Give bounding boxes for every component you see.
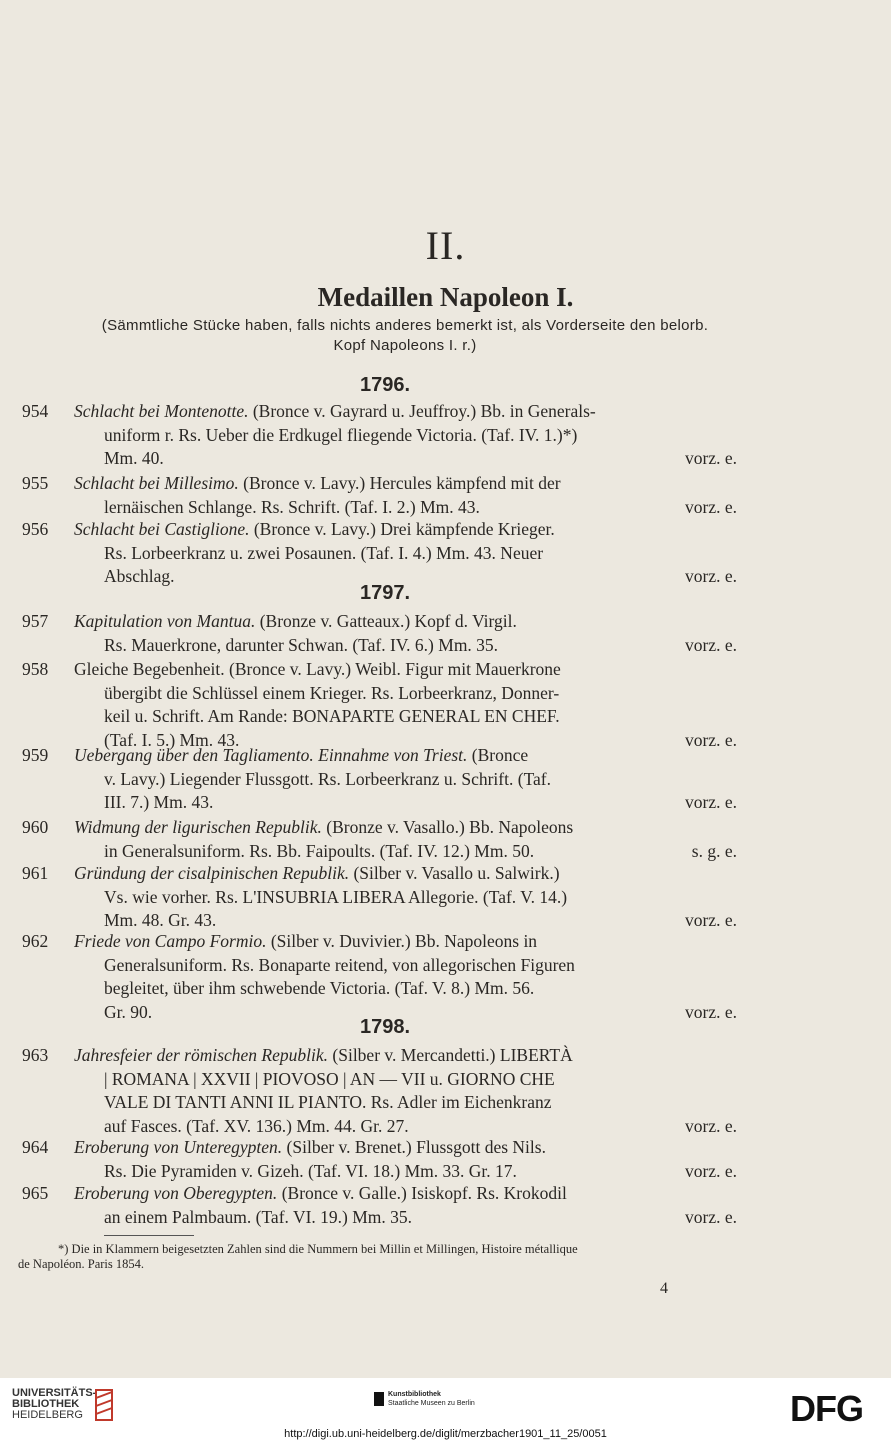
permalink-url[interactable]: http://digi.ub.uni-heidelberg.de/diglit/merzbacher1901_11_25/0051 (284, 1428, 607, 1440)
viewer-footer (0, 1378, 891, 1443)
condition-note: vorz. e. (685, 910, 737, 930)
logo-text: Kunstbibliothek (388, 1391, 441, 1398)
entry-title: Uebergang über den Tagliamento. Einnahme von Triest. (74, 745, 468, 765)
logo-text: Staatliche Museen zu Berlin (388, 1400, 475, 1407)
entry-text: III. 7.) Mm. 43. (104, 792, 214, 812)
catalog-entry (22, 472, 737, 519)
entry-text: Gleiche Begebenheit. (Bronce v. Lavy.) Weibl. Figur mit Mauerkrone (74, 659, 561, 679)
entry-text: Generalsuniform. Rs. Bonaparte reitend, von allegorischen Figuren (104, 954, 575, 975)
entry-text: (Silber v. Duvivier.) Bb. Napoleons in (270, 931, 538, 951)
condition-note: vorz. e. (685, 566, 737, 586)
entry-number: 965 (22, 1183, 49, 1203)
catalog-entry (22, 1044, 737, 1138)
entry-title: Jahresfeier der römischen Republik. (74, 1045, 329, 1065)
entry-text: (Bronce v. Galle.) Isiskopf. Rs. Krokodil (281, 1183, 567, 1203)
entry-title: Widmung der ligurischen Republik. (74, 817, 322, 837)
entry-text: Rs. Mauerkrone, darunter Schwan. (Taf. IV. 6.) Mm. 35. (104, 634, 499, 655)
entry-title: Friede von Campo Formio. (74, 931, 267, 951)
entry-text: Gr. 90. (104, 1001, 153, 1022)
entry-number: 957 (22, 611, 49, 631)
condition-note: vorz. e. (685, 1115, 737, 1136)
entry-title: Schlacht bei Castiglione. (74, 519, 250, 539)
logo-text: HEIDELBERG (12, 1409, 83, 1421)
condition-note: vorz. e. (685, 792, 737, 812)
year-heading: 1796. (359, 374, 411, 396)
condition-note: vorz. e. (685, 1160, 737, 1181)
footnote (18, 1242, 738, 1272)
catalog-entry (22, 610, 737, 657)
entry-text: (Bronce v. Lavy.) Hercules kämpfend mit der (243, 473, 561, 493)
condition-note: vorz. e. (685, 448, 737, 468)
entry-text: (Silber v. Vasallo u. Salwirk.) (353, 863, 560, 883)
entry-number: 956 (22, 519, 49, 539)
entry-text: (Bronce v. Lavy.) Drei kämpfende Krieger. (253, 519, 555, 539)
entry-number: 959 (22, 745, 49, 765)
catalog-entry (22, 1136, 737, 1183)
entry-text: v. Lavy.) Liegender Flussgott. Rs. Lorbeerkranz u. Schrift. (Taf. (104, 768, 552, 789)
page-number: 4 (660, 1280, 668, 1297)
dfg-logo[interactable]: DFG (790, 1388, 863, 1429)
entry-text: in Generalsuniform. Rs. Bb. Faipoults. (Taf. IV. 12.) Mm. 50. (104, 840, 535, 861)
entry-text: (Bronze v. Vasallo.) Bb. Napoleons (326, 817, 574, 837)
condition-note: vorz. e. (685, 496, 737, 517)
catalog-entry (22, 816, 737, 863)
section-title: Medaillen Napoleon I. (317, 282, 574, 312)
entry-text: (Taf. I. 5.) Mm. 43. (104, 729, 240, 750)
section-intro-note (40, 316, 770, 356)
entry-text: (Silber v. Brenet.) Flussgott des Nils. (286, 1137, 546, 1157)
entry-text: Vs. wie vorher. Rs. L'INSUBRIA LIBERA Allegorie. (Taf. V. 14.) (104, 886, 568, 907)
entry-text: Rs. Lorbeerkranz u. zwei Posaunen. (Taf. I. 4.) Mm. 43. Neuer (104, 542, 544, 563)
condition-note: s. g. e. (691, 840, 737, 861)
logo-text: UNIVERSITÄTS- (12, 1387, 97, 1399)
catalog-entry (22, 658, 737, 752)
entry-text: (Bronce v. Gayrard u. Jeuffroy.) Bb. in Generals- (252, 401, 596, 421)
condition-note: vorz. e. (685, 729, 737, 750)
catalog-entry (22, 862, 737, 933)
entry-title: Schlacht bei Montenotte. (74, 401, 249, 421)
entry-text: Abschlag. (104, 566, 175, 586)
entry-text: (Bronze v. Gatteaux.) Kopf d. Virgil. (259, 611, 517, 631)
entry-number: 964 (22, 1137, 49, 1157)
entry-number: 960 (22, 817, 49, 837)
entry-text: (Silber v. Mercandetti.) LIBERTÀ (332, 1045, 573, 1065)
catalog-entry (22, 930, 737, 1024)
entry-title: Eroberung von Oberegypten. (74, 1183, 278, 1203)
entry-text: an einem Palmbaum. (Taf. VI. 19.) Mm. 35. (104, 1206, 413, 1227)
university-seal-icon (92, 1388, 116, 1422)
entry-text: VALE DI TANTI ANNI IL PIANTO. Rs. Adler im Eichenkranz (104, 1092, 552, 1112)
intro-line: (Sämmtliche Stücke haben, falls nichts anderes bemerkt ist, als Vorderseite den belorb. (101, 317, 709, 334)
catalog-entry (22, 1182, 737, 1229)
condition-note: vorz. e. (685, 1206, 737, 1227)
entry-text: lernäischen Schlange. Rs. Schrift. (Taf. I. 2.) Mm. 43. (104, 496, 480, 517)
entry-text: Mm. 40. (104, 448, 164, 468)
entry-number: 962 (22, 931, 49, 951)
footnote-divider (104, 1235, 194, 1236)
kunstbibliothek-logo[interactable] (388, 1390, 475, 1408)
footnote-line: *) Die in Klammern beigesetzten Zahlen sind die Nummern bei Millin et Millingen, Histoire métallique (58, 1242, 578, 1256)
condition-note: vorz. e. (685, 634, 737, 655)
section-number: II. (425, 223, 466, 268)
catalog-entry (22, 518, 737, 589)
entry-text: Mm. 48. Gr. 43. (104, 910, 217, 930)
year-heading: 1798. (359, 1016, 411, 1038)
entry-title: Kapitulation von Mantua. (74, 611, 256, 631)
intro-line: Kopf Napoleons I. r.) (333, 337, 477, 354)
catalog-entry (22, 400, 737, 471)
entry-number: 954 (22, 401, 49, 421)
entry-text: übergibt die Schlüssel einem Krieger. Rs. Lorbeerkranz, Donner- (104, 682, 560, 703)
condition-note: vorz. e. (685, 1001, 737, 1022)
logo-text: BIBLIOTHEK (12, 1398, 80, 1410)
footnote-line: de Napoléon. Paris 1854. (18, 1257, 145, 1271)
entry-text: | ROMANA | XXVII | PIOVOSO | AN — VII u. GIORNO CHE (104, 1068, 555, 1089)
entry-title: Eroberung von Unteregypten. (74, 1137, 283, 1157)
university-library-logo[interactable] (12, 1388, 96, 1421)
entry-number: 955 (22, 473, 49, 493)
entry-text: begleitet, über ihm schwebende Victoria. (Taf. V. 8.) Mm. 56. (104, 978, 535, 998)
catalog-entry (22, 744, 737, 815)
entry-number: 961 (22, 863, 49, 883)
year-heading: 1797. (359, 582, 411, 604)
entry-text: uniform r. Rs. Ueber die Erdkugel fliegende Victoria. (Taf. IV. 1.)*) (104, 424, 578, 445)
entry-text: (Bronce (471, 745, 529, 765)
entry-text: keil u. Schrift. Am Rande: BONAPARTE GENERAL EN CHEF. (104, 706, 560, 726)
entry-text: Rs. Die Pyramiden v. Gizeh. (Taf. VI. 18.) Mm. 33. Gr. 17. (104, 1160, 517, 1181)
entry-text: auf Fasces. (Taf. XV. 136.) Mm. 44. Gr. 27. (104, 1115, 409, 1136)
entry-number: 963 (22, 1045, 49, 1065)
entry-number: 958 (22, 659, 49, 679)
entry-title: Schlacht bei Millesimo. (74, 473, 239, 493)
kunstbibliothek-icon (374, 1392, 384, 1406)
entry-title: Gründung der cisalpinischen Republik. (74, 863, 350, 883)
